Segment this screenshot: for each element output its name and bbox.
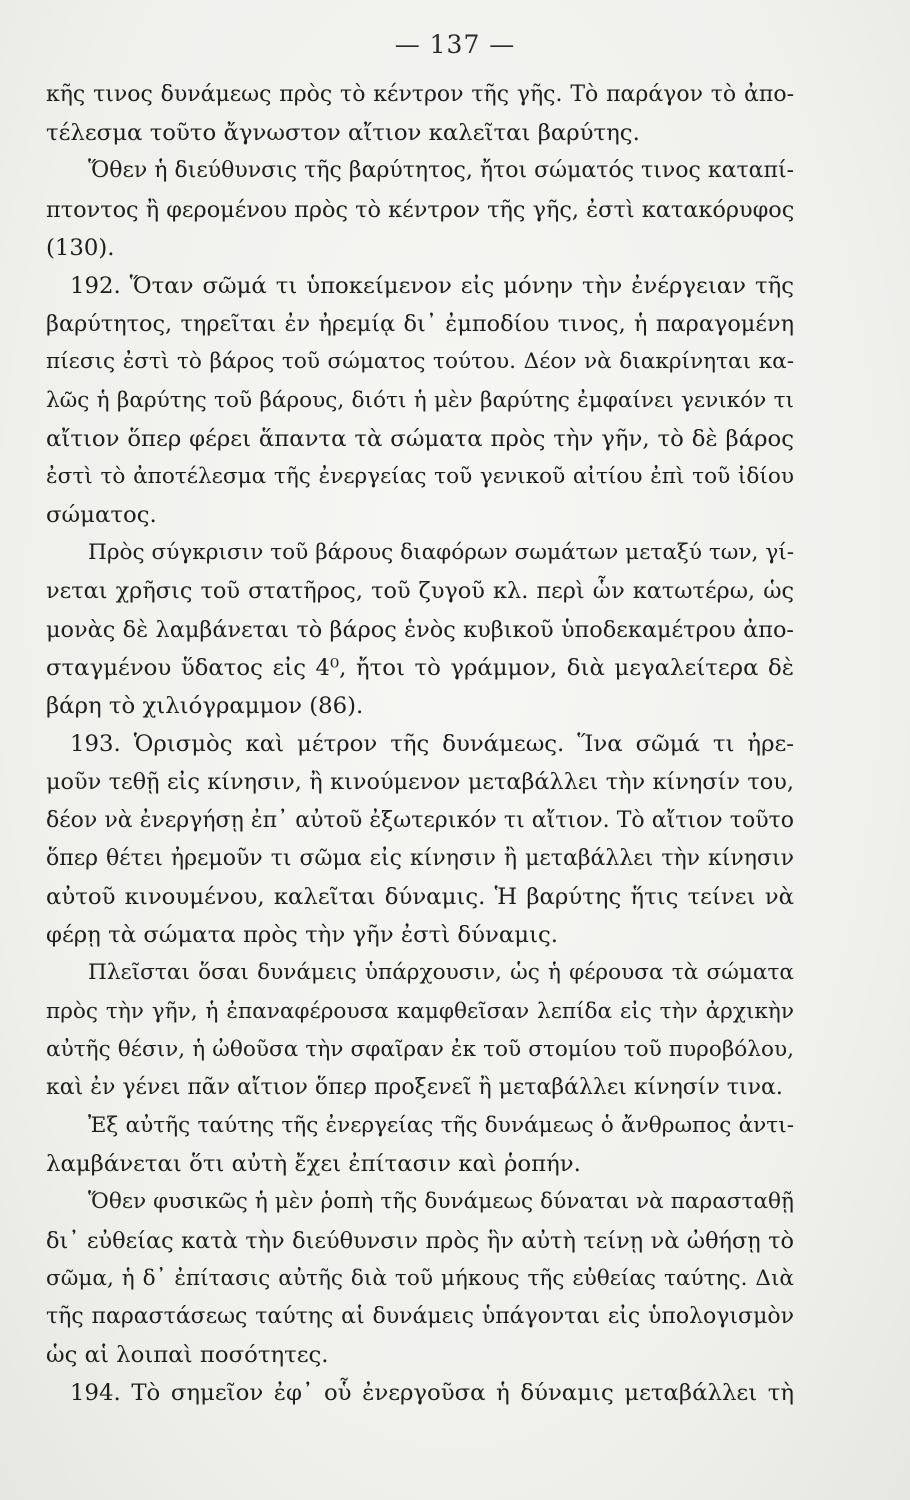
text-line: Πρὸς σύγκρισιν τοῦ βάρους διαφόρων σωμάτων μεταξύ των, γί-	[88, 540, 794, 566]
text-line: πτοντος ἢ φερομένου πρὸς τὸ κέντρον τῆς γῆς, ἐστὶ κατακόρυφος	[46, 196, 794, 223]
text-line: ὅπερ θέτει ἠρεμοῦν τι σῶμα εἰς κίνησιν ἢ μεταβάλλει τὴν κίνησιν	[46, 845, 794, 871]
text-line: 192. Ὅταν σῶμά τι ὑποκείμενον εἰς μόνην τὴν ἐνέργειαν τῆς	[70, 272, 794, 299]
text-line: λαμβάνεται ὅτι αὐτὴ ἔχει ἐπίτασιν καὶ ῥοπήν.	[46, 1151, 581, 1178]
text-line: δι᾽ εὐθείας κατὰ τὴν διεύθυνσιν πρὸς ἣν αὐτὴ τείνῃ νὰ ὠθήσῃ τὸ	[46, 1227, 794, 1254]
text-line: Πλεῖσται ὅσαι δυνάμεις ὑπάρχουσιν, ὡς ἡ φέρουσα τὰ σώματα	[88, 960, 794, 986]
text-line: σώματος.	[46, 502, 157, 529]
text-line: σταγμένου ὕδατος εἰς 4⁰, ἤτοι τὸ γράμμον, διὰ μεγαλείτερα δὲ	[46, 654, 794, 681]
text-line: Ὅθεν ἡ διεύθυνσις τῆς βαρύτητος, ἤτοι σώματός τινος καταπί-	[88, 158, 794, 184]
text-line: πρὸς τὴν γῆν, ἡ ἐπαναφέρουσα καμφθεῖσαν λεπίδα εἰς τὴν ἀρχικὴν	[46, 998, 794, 1024]
text-line: 193. Ὁρισμὸς καὶ μέτρον τῆς δυνάμεως. Ἵνα σῶμά τι ἠρε-	[70, 731, 794, 758]
text-line: Ἐξ αὐτῆς ταύτης τῆς ἐνεργείας τῆς δυνάμεως ὁ ἄνθρωπος ἀντι-	[88, 1113, 794, 1139]
text-line: νεται χρῆσις τοῦ στατῆρος, τοῦ ζυγοῦ κλ. περὶ ὧν κατωτέρω, ὡς	[46, 578, 794, 605]
body-text	[46, 76, 794, 1413]
text-line: αὐτοῦ κινουμένου, καλεῖται δύναμις. Ἡ βαρύτης ἥτις τείνει νὰ	[46, 883, 794, 910]
text-line: τέλεσμα τοῦτο ἄγνωστον αἴτιον καλεῖται βαρύτης.	[46, 120, 640, 147]
text-line: μοῦν τεθῇ εἰς κίνησιν, ἢ κινούμενον μεταβάλλει τὴν κίνησίν του,	[46, 769, 794, 796]
page-number: — 137 —	[394, 30, 516, 59]
text-line: πίεσις ἐστὶ τὸ βάρος τοῦ σώματος τούτου. Δέον νὰ διακρίνηται κα-	[46, 349, 794, 375]
text-line: ὡς αἱ λοιπαὶ ποσότητες.	[46, 1342, 329, 1369]
text-line: λῶς ἡ βαρύτης τοῦ βάρους, διότι ἡ μὲν βαρύτης ἐμφαίνει γενικόν τι	[46, 387, 794, 413]
text-line: κῆς τινος δυνάμεως πρὸς τὸ κέντρον τῆς γῆς. Τὸ παράγον τὸ ἀπο-	[46, 82, 794, 107]
text-line: Ὅθεν φυσικῶς ἡ μὲν ῥοπὴ τῆς δυνάμεως δύναται νὰ παρασταθῇ	[88, 1189, 794, 1215]
text-line: αὐτῆς θέσιν, ἡ ὠθοῦσα τὴν σφαῖραν ἐκ τοῦ στομίου τοῦ πυροβόλου,	[46, 1036, 794, 1062]
text-line: σῶμα, ἡ δ᾽ ἐπίτασις αὐτῆς διὰ τοῦ μήκους τῆς εὐθείας ταύτης. Διὰ	[46, 1265, 794, 1291]
text-line: αἴτιον ὅπερ φέρει ἅπαντα τὰ σώματα πρὸς τὴν γῆν, τὸ δὲ βάρος	[46, 425, 794, 452]
text-line: βάρη τὸ χιλιόγραμμον (86).	[46, 693, 364, 719]
text-line: δέον νὰ ἐνεργήσῃ ἐπ᾽ αὐτοῦ ἐξωτερικόν τι αἴτιον. Τὸ αἴτιον τοῦτο	[46, 807, 794, 833]
text-line: (130).	[46, 234, 115, 261]
text-line: καὶ ἐν γένει πᾶν αἴτιον ὅπερ προξενεῖ ἢ μεταβάλλει κίνησίν τινα.	[46, 1074, 783, 1100]
text-line: φέρῃ τὰ σώματα πρὸς τὴν γῆν ἐστὶ δύναμις.	[46, 922, 559, 949]
text-line: μονὰς δὲ λαμβάνεται τὸ βάρος ἑνὸς κυβικοῦ ὑποδεκαμέτρου ἀπο-	[46, 616, 794, 643]
text-line: βαρύτητος, τηρεῖται ἐν ἠρεμίᾳ δι᾽ ἐμποδίου τινος, ἡ παραγομένη	[46, 311, 794, 338]
text-line: τῆς παραστάσεως ταύτης αἱ δυνάμεις ὑπάγονται εἰς ὑπολογισμὸν	[46, 1304, 794, 1329]
text-line: ἐστὶ τὸ ἀποτέλεσμα τῆς ἐνεργείας τοῦ γενικοῦ αἰτίου ἐπὶ τοῦ ἰδίου	[46, 463, 794, 489]
text-line: 194. Τὸ σημεῖον ἐφ᾽ οὗ ἐνεργοῦσα ἡ δύναμις μεταβάλλει τὴ	[70, 1380, 794, 1407]
